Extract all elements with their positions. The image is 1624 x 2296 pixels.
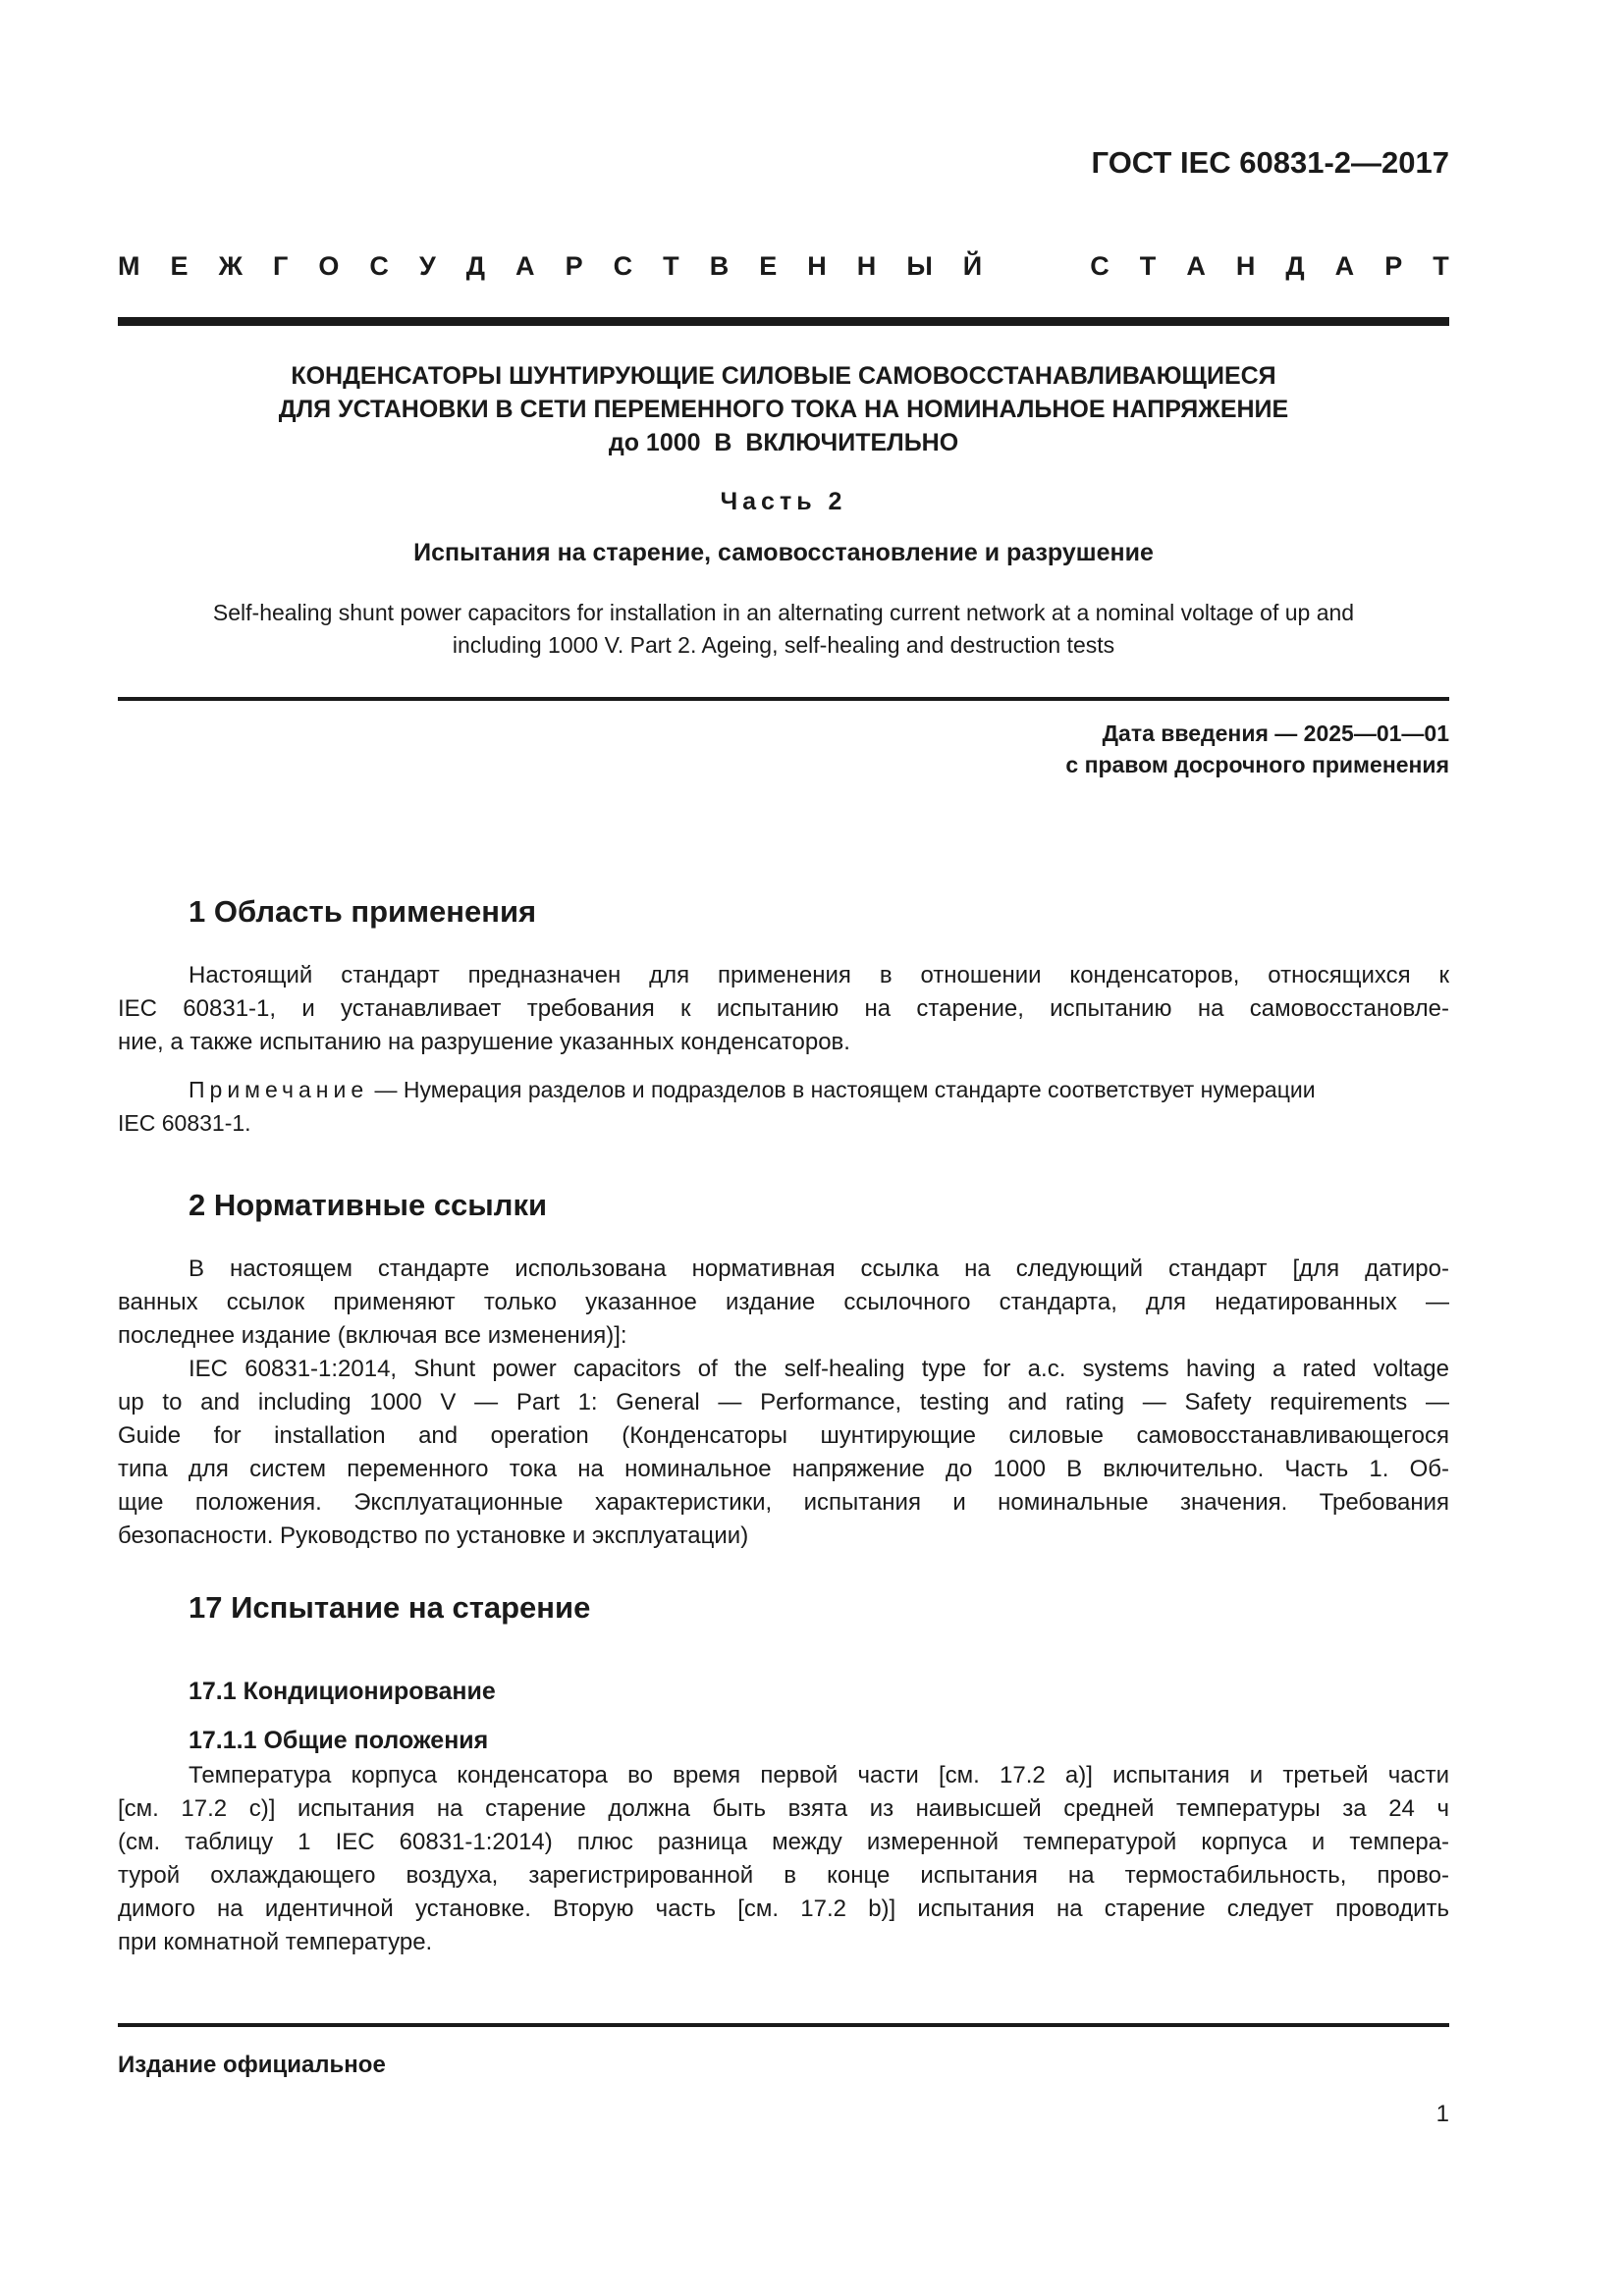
- official-edition-label: Издание официальное: [118, 2052, 386, 2078]
- heading-letter: Й: [962, 251, 983, 281]
- header-rule: [118, 317, 1449, 326]
- text-line: IEC 60831-1, и устанавливает требования к испытанию на старение, испытанию на самовосстановле-: [118, 995, 1449, 1022]
- heading-letter: Д: [465, 251, 486, 281]
- heading-letter: М: [118, 251, 140, 281]
- heading-letter: Д: [1285, 251, 1305, 281]
- document-title: [118, 359, 1449, 459]
- english-title-line-2: including 1000 V. Part 2. Ageing, self-healing and destruction tests: [452, 632, 1115, 658]
- standard-type-heading: [118, 251, 1449, 282]
- word-gap: [1012, 251, 1059, 282]
- heading-letter: О: [318, 251, 340, 281]
- footer-rule: [118, 2023, 1449, 2027]
- heading-letter: С: [1090, 251, 1110, 281]
- section-2-paragraph-1: [118, 1253, 1449, 1353]
- heading-letter: Т: [1139, 251, 1157, 281]
- heading-letter: Е: [759, 251, 778, 281]
- heading-letter: Т: [663, 251, 679, 281]
- section-1-heading: 1 Область применения: [189, 894, 537, 929]
- text-line: при комнатной температуре.: [118, 1929, 433, 1955]
- heading-letter: Н: [856, 251, 877, 281]
- text-line: (см. таблицу 1 IEC 60831-1:2014) плюс разница между измеренной температурой корпуса и темпера-: [118, 1829, 1449, 1855]
- heading-letter: Ы: [906, 251, 933, 281]
- gost-code: ГОСТ IEC 60831-2—2017: [1091, 145, 1449, 180]
- date-line: Дата введения — 2025—01—01: [1102, 721, 1449, 746]
- text-line: щие положения. Эксплуатационные характеристики, испытания и номинальные значения. Требования: [118, 1489, 1449, 1516]
- text-line: турой охлаждающего воздуха, зарегистрированной в конце испытания на термостабильность, прово-: [118, 1862, 1449, 1889]
- text-line: ние, а также испытанию на разрушение указанных конденсаторов.: [118, 1029, 850, 1055]
- early-application-line: с правом досрочного применения: [1065, 752, 1449, 777]
- subsection-17-1-1-heading: 17.1.1 Общие положения: [189, 1727, 489, 1754]
- title-line-2: ДЛЯ УСТАНОВКИ В СЕТИ ПЕРЕМЕННОГО ТОКА НА НОМИНАЛЬНОЕ НАПРЯЖЕНИЕ: [278, 396, 1289, 423]
- subsection-17-1-heading: 17.1 Кондиционирование: [189, 1678, 496, 1705]
- heading-letter: Р: [565, 251, 583, 281]
- heading-letter: Р: [1384, 251, 1403, 281]
- introduction-date: [1065, 718, 1449, 780]
- heading-letter: У: [418, 251, 436, 281]
- text-line: Guide for installation and operation (Конденсаторы шунтирующие силовые самовосстанавливающегося: [118, 1422, 1449, 1449]
- heading-letter: Е: [170, 251, 189, 281]
- text-line: димого на идентичной установке. Вторую часть [см. 17.2 b)] испытания на старение следует проводить: [118, 1896, 1449, 1922]
- text-line: [см. 17.2 c)] испытания на старение должна быть взята из наивысшей средней температуры за 24 ч: [118, 1795, 1449, 1822]
- text-line: безопасности. Руководство по установке и эксплуатации): [118, 1522, 749, 1549]
- title-line-1: КОНДЕНСАТОРЫ ШУНТИРУЮЩИЕ СИЛОВЫЕ САМОВОССТАНАВЛИВАЮЩИЕСЯ: [291, 362, 1276, 390]
- text-line: up to and including 1000 V — Part 1: General — Performance, testing and rating — Safety requirements —: [118, 1389, 1449, 1415]
- section-2-paragraph-2: [118, 1353, 1449, 1553]
- heading-letter: Н: [1235, 251, 1256, 281]
- heading-letter: С: [369, 251, 389, 281]
- note-label: Примечание: [189, 1077, 369, 1102]
- english-title: [118, 597, 1449, 662]
- heading-letter: Г: [273, 251, 289, 281]
- heading-letter: А: [1186, 251, 1206, 281]
- text-line: В настоящем стандарте использована нормативная ссылка на следующий стандарт [для датиро-: [189, 1255, 1449, 1282]
- english-title-line-1: Self-healing shunt power capacitors for installation in an alternating current network at a nominal voltage of up and: [212, 600, 1355, 625]
- section-17-heading: 17 Испытание на старение: [189, 1590, 591, 1625]
- title-line-3: до 1000 В ВКЛЮЧИТЕЛЬНО: [608, 429, 959, 456]
- section-1-paragraph: [118, 959, 1449, 1059]
- section-17-paragraph: [118, 1759, 1449, 1959]
- heading-letter: Т: [1433, 251, 1449, 281]
- heading-letter: Н: [807, 251, 827, 281]
- text-line: ванных ссылок применяют только указанное издание ссылочного стандарта, для недатированных —: [118, 1289, 1449, 1315]
- note-text: — Нумерация разделов и подразделов в настоящем стандарте соответствует нумерации: [368, 1077, 1316, 1102]
- section-1-note: [118, 1073, 1449, 1140]
- part-label: Часть 2: [720, 488, 847, 515]
- page-number: 1: [1435, 2101, 1449, 2127]
- section-2-heading: 2 Нормативные ссылки: [189, 1188, 548, 1222]
- text-line: последнее издание (включая все изменения)]:: [118, 1322, 627, 1349]
- heading-letter: С: [613, 251, 633, 281]
- text-line: типа для систем переменного тока на номинальное напряжение до 1000 В включительно. Часть 1. Об-: [118, 1456, 1449, 1482]
- note-line: IEC 60831-1.: [118, 1110, 251, 1136]
- heading-letter: Ж: [218, 251, 243, 281]
- text-line: Настоящий стандарт предназначен для применения в отношении конденсаторов, относящихся к: [189, 962, 1449, 988]
- part-title: Испытания на старение, самовосстановление и разрушение: [413, 539, 1154, 566]
- heading-letter: А: [1334, 251, 1355, 281]
- text-line: IEC 60831-1:2014, Shunt power capacitors of the self-healing type for a.c. systems having a rated voltage: [189, 1356, 1449, 1382]
- note-line: [118, 1073, 1449, 1106]
- heading-letter: А: [515, 251, 535, 281]
- title-rule: [118, 697, 1449, 701]
- heading-letter: В: [709, 251, 730, 281]
- text-line: Температура корпуса конденсатора во время первой части [см. 17.2 а)] испытания и третьей части: [189, 1762, 1449, 1789]
